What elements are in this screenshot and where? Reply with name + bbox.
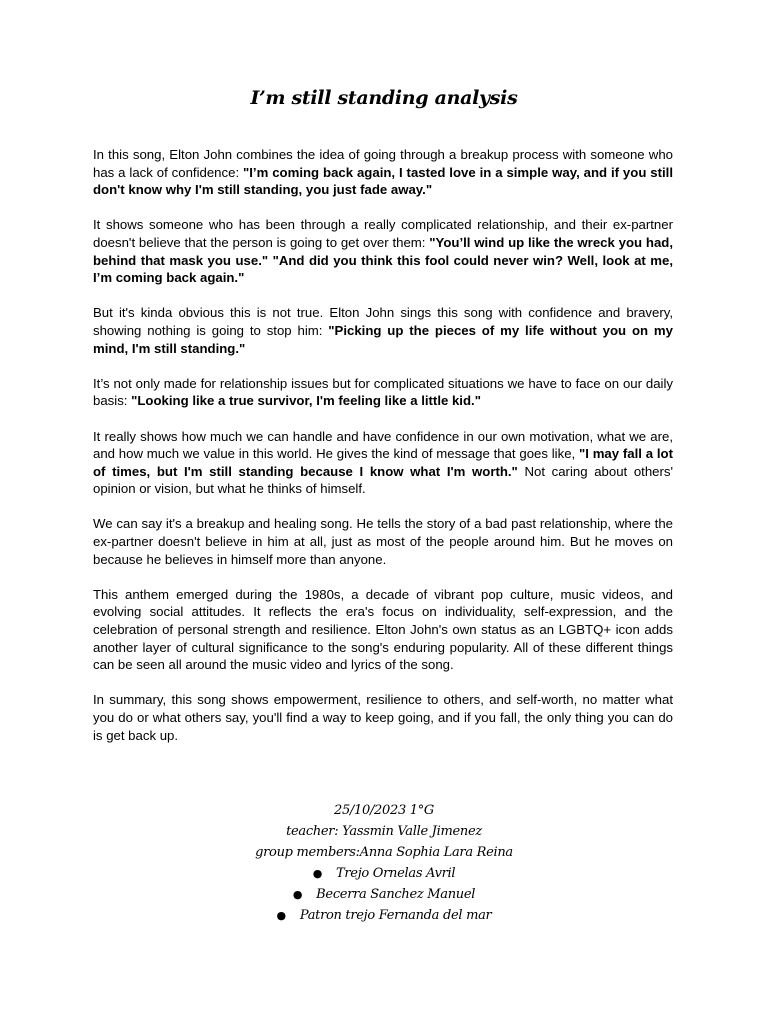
teacher-line: teacher: Yassmin Valle Jimenez — [286, 824, 482, 839]
paragraph — [93, 146, 673, 199]
paragraph-text: Not caring about others' opinion or vision, but what he thinks of himself. — [93, 463, 673, 497]
paragraph — [93, 428, 673, 498]
list-item — [0, 905, 768, 926]
bullet-icon: ● — [276, 909, 286, 922]
quote-text: "Looking like a true survivor, I'm feeling like a little kid." — [131, 393, 481, 409]
paragraph-text: This anthem emerged during the 1980s, a decade of vibrant pop culture, music videos, and evolving social attitudes. It reflects the era's focus on individuality, self-expression, and the celebration of personal strength and resilience. Elton John's own status as an LGBTQ+ icon adds another layer of cultural significance to the song's enduring popularity. All of these different things can be seen all around the music video and lyrics of the song. — [93, 586, 673, 673]
paragraph-text: It shows someone who has been through a really complicated relationship, and their ex-partner doesn't believe that the person is going to get over them: — [93, 217, 673, 250]
document-body — [93, 146, 673, 762]
paragraph-text: It really shows how much we can handle and have confidence in our own motivation, what we are, and how much we value in this world. He gives the kind of message that goes like, — [93, 428, 673, 462]
paragraph-text: But it's kinda obvious this is not true. Elton John sings this song with confidence and bravery, showing nothing is going to stop him: — [93, 305, 673, 338]
quote-text: "I’m coming back again, I tasted love in a simple way, and if you still don't know why I'm still standing, you just fade away." — [93, 164, 673, 198]
paragraph-text: In summary, this song shows empowerment, resilience to others, and self-worth, no matter what you do or what others say, you'll find a way to keep going, and if you fall, the only thing you can do is get back up. — [93, 692, 673, 743]
member-name: Patron trejo Fernanda del mar — [299, 908, 492, 923]
paragraph-text: In this song, Elton John combines the idea of going through a breakup process with someone who has a lack of confidence: — [93, 147, 673, 180]
document-footer — [0, 800, 768, 926]
member-name: Trejo Ornelas Avril — [336, 866, 456, 881]
paragraph-text: It’s not only made for relationship issues but for complicated situations we have to face on our daily basis: — [93, 375, 673, 409]
member-name: Becerra Sanchez Manuel — [316, 887, 476, 902]
paragraph — [93, 691, 673, 744]
paragraph — [93, 515, 673, 568]
bullet-icon: ● — [292, 888, 303, 901]
bullet-icon: ● — [312, 867, 323, 880]
group-members-line: group members:Anna Sophia Lara Reina — [255, 845, 513, 860]
list-item — [0, 863, 768, 884]
group-members-list — [0, 863, 768, 926]
quote-text: "I may fall a lot of times, but I'm still standing because I know what I'm worth." — [93, 446, 673, 479]
document-title: I’m still standing analysis — [250, 87, 518, 109]
paragraph — [93, 304, 673, 357]
quote-text: "Picking up the pieces of my life without you on my mind, I'm still standing." — [93, 322, 673, 356]
date-line: 25/10/2023 1°G — [333, 803, 435, 818]
paragraph — [93, 375, 673, 410]
paragraph — [93, 216, 673, 286]
paragraph-text: We can say it's a breakup and healing song. He tells the story of a bad past relationship, where the ex-partner doesn't believe in him at all, just as most of the people around him. But he moves on because he believes in himself more than anyone. — [93, 516, 673, 567]
paragraph — [93, 586, 673, 674]
quote-text: "You’ll wind up like the wreck you had, behind that mask you use." "And did you think this fool could never win? Well, look at me, I’m coming back again." — [93, 234, 673, 286]
list-item — [0, 884, 768, 905]
